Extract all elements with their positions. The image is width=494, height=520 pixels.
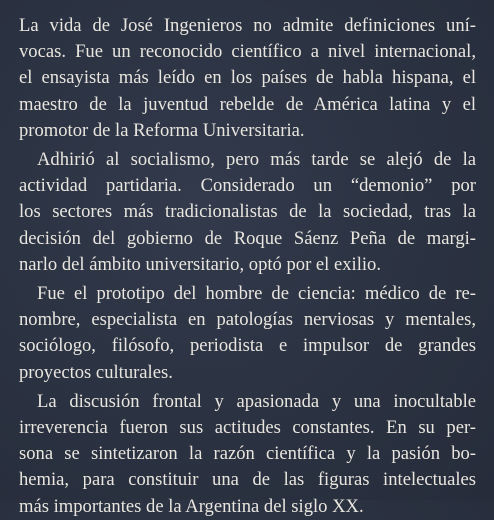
text-line: nombre, especialista en patologías nerviosas y mentales, (19, 309, 476, 331)
text-line: promotor de la Reforma Universitaria. (19, 119, 305, 141)
paragraph-2 (19, 147, 476, 278)
text-line: más importantes de la Argentina del siglo XX. (19, 495, 364, 517)
text-line: sona se sintetizaron la razón científica y la pasión bo- (19, 443, 476, 465)
text-line: Fue el prototipo del hombre de ciencia: médico de re- (37, 283, 476, 305)
text-line: irreverencia fueron sus actitudes constantes. En su per- (19, 417, 476, 439)
text-line: narlo del ámbito universitario, optó por el exilio. (19, 253, 381, 275)
paragraph-3 (19, 281, 476, 386)
text-line: los sectores más tradicionalistas de la sociedad, tras la (19, 201, 476, 223)
text-line: el ensayista más leído en los países de habla hispana, el (19, 67, 476, 89)
paragraph-1 (19, 13, 476, 144)
text-line: Adhirió al socialismo, pero más tarde se alejó de la (37, 149, 476, 171)
text-line: proyectos culturales. (19, 361, 173, 383)
paragraph-4 (19, 389, 476, 520)
text-line: vocas. Fue un reconocido científico a nivel internacional, (19, 41, 476, 63)
text-line: sociólogo, filósofo, periodista e impulsor de grandes (19, 335, 476, 357)
text-line: actividad partidaria. Considerado un “demonio” por (19, 175, 476, 197)
text-line: maestro de la juventud rebelde de América latina y el (19, 93, 476, 115)
text-line: La discusión frontal y apasionada y una inocultable (37, 390, 476, 412)
text-line: decisión del gobierno de Roque Sáenz Peña de margi- (19, 227, 476, 249)
text-line: La vida de José Ingenieros no admite definiciones uní- (19, 15, 476, 36)
text-line: hemia, para constituir una de las figuras intelectuales (19, 469, 476, 491)
